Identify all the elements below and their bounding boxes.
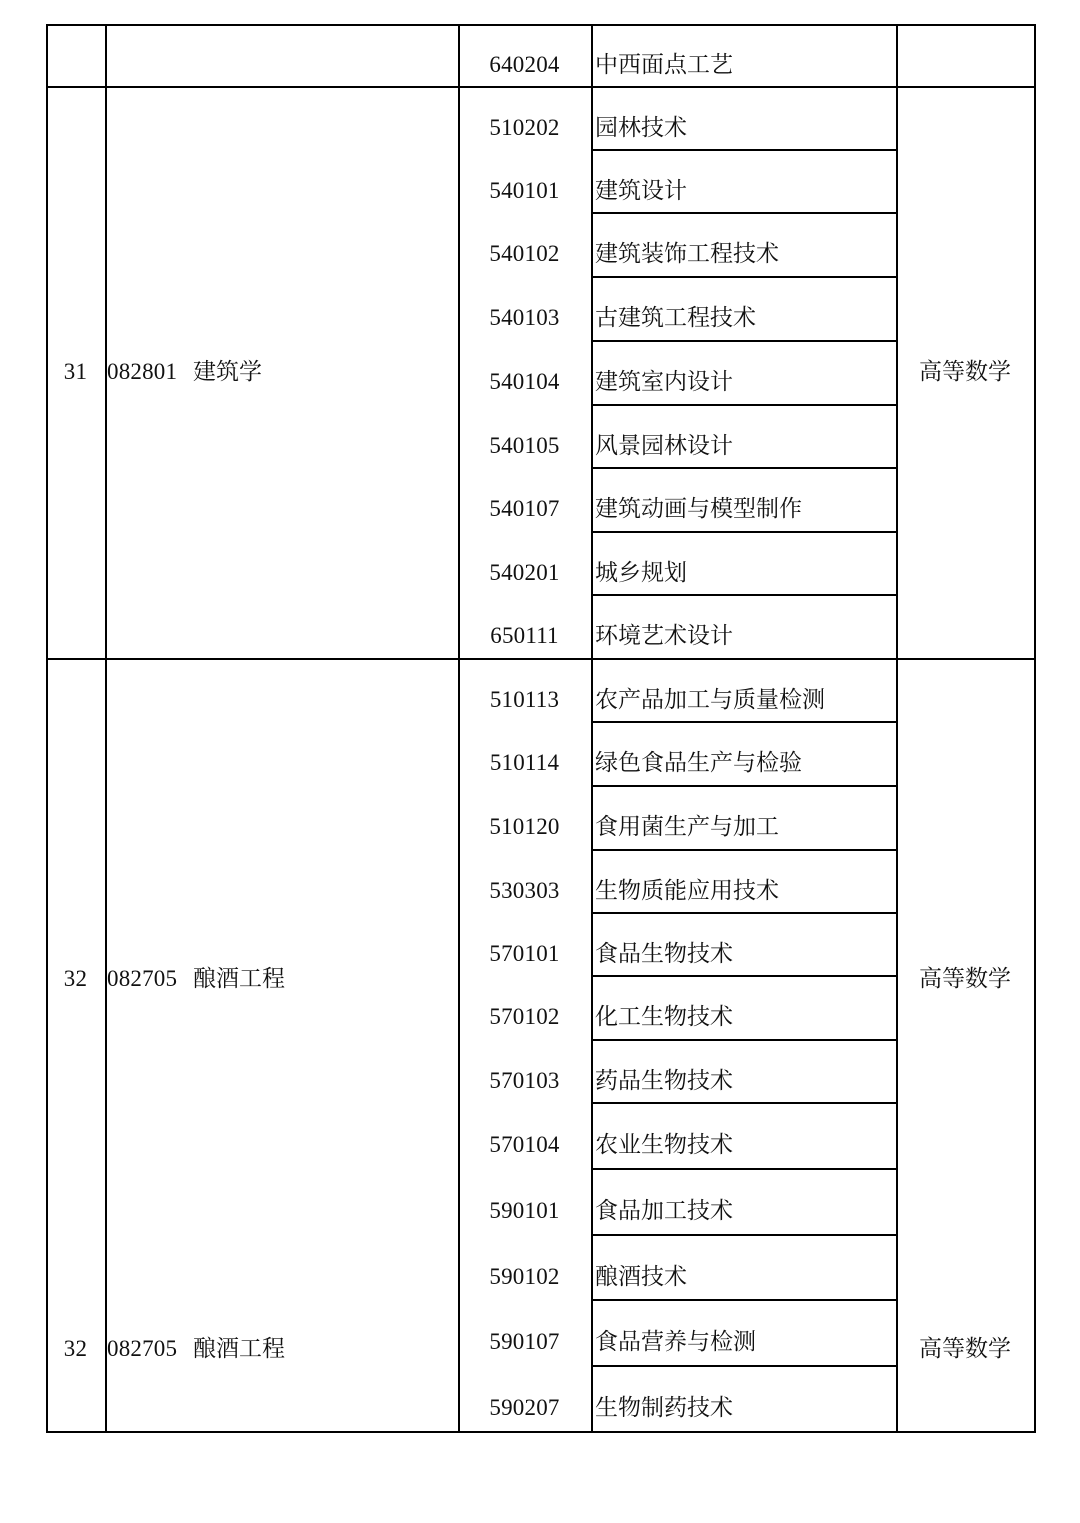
exam-subject: 高等数学 xyxy=(919,965,1011,992)
course-name: 化工生物技术 xyxy=(595,1004,733,1030)
row-rule xyxy=(591,785,898,787)
course-code: 530303 xyxy=(489,877,560,903)
course-name: 食品加工技术 xyxy=(595,1198,733,1224)
course-name: 城乡规划 xyxy=(595,559,687,586)
major-name: 酿酒工程 xyxy=(193,965,285,992)
course-code: 650111 xyxy=(490,623,559,648)
course-name: 建筑室内设计 xyxy=(595,369,733,395)
major-code: 082801 xyxy=(107,359,178,384)
course-name: 古建筑工程技术 xyxy=(595,305,756,331)
course-code: 540102 xyxy=(489,241,560,266)
course-name: 农业生物技术 xyxy=(595,1132,733,1158)
course-code: 510114 xyxy=(489,750,560,775)
major-name: 酿酒工程 xyxy=(193,1336,285,1362)
column-rule xyxy=(896,24,898,1432)
course-code: 570102 xyxy=(489,1004,560,1029)
course-name: 园林技术 xyxy=(595,114,687,141)
course-code: 540201 xyxy=(489,559,560,585)
row-rule xyxy=(591,912,898,914)
seq-number: 32 xyxy=(63,1336,88,1361)
major-name: 建筑学 xyxy=(193,359,262,385)
row-rule xyxy=(591,1039,898,1041)
row-rule xyxy=(591,467,898,469)
row-rule xyxy=(591,1102,898,1104)
course-code: 540104 xyxy=(489,369,560,394)
row-rule xyxy=(591,1299,898,1301)
row-rule xyxy=(591,1234,898,1236)
course-code: 570101 xyxy=(489,940,560,966)
course-code: 540105 xyxy=(489,432,560,458)
course-code: 510202 xyxy=(489,114,560,140)
course-code: 540107 xyxy=(489,496,560,521)
course-name: 风景园林设计 xyxy=(595,432,733,459)
column-rule xyxy=(105,24,107,1432)
course-name: 食用菌生产与加工 xyxy=(595,814,779,840)
row-rule xyxy=(591,404,898,406)
course-name: 食品生物技术 xyxy=(595,940,733,967)
major-code: 082705 xyxy=(107,1336,178,1361)
course-code: 590101 xyxy=(489,1198,560,1223)
course-name: 建筑动画与模型制作 xyxy=(595,496,802,522)
row-rule xyxy=(591,721,898,723)
row-rule xyxy=(46,658,1036,660)
course-code: 590207 xyxy=(489,1395,560,1420)
course-name: 中西面点工艺 xyxy=(595,52,733,78)
major-code: 082705 xyxy=(107,965,178,991)
course-name: 绿色食品生产与检验 xyxy=(595,750,802,776)
course-code: 540101 xyxy=(489,177,560,203)
row-rule xyxy=(591,531,898,533)
row-rule xyxy=(46,86,1036,88)
course-name: 酿酒技术 xyxy=(595,1263,687,1290)
exam-subject: 高等数学 xyxy=(919,1336,1011,1362)
column-rule xyxy=(46,24,48,1432)
row-rule xyxy=(591,1365,898,1367)
seq-number: 31 xyxy=(63,359,88,384)
course-name: 药品生物技术 xyxy=(595,1067,733,1094)
row-rule xyxy=(591,276,898,278)
course-code: 590107 xyxy=(489,1329,560,1354)
column-rule xyxy=(591,24,593,1432)
course-code: 510120 xyxy=(489,814,560,839)
course-name: 生物制药技术 xyxy=(595,1395,733,1421)
course-name: 生物质能应用技术 xyxy=(595,877,779,904)
row-rule xyxy=(591,849,898,851)
row-rule xyxy=(46,1431,1036,1433)
course-code: 640204 xyxy=(489,52,560,77)
exam-subject: 高等数学 xyxy=(919,359,1011,385)
course-name: 食品营养与检测 xyxy=(595,1329,756,1355)
row-rule xyxy=(591,212,898,214)
column-rule xyxy=(1034,24,1036,1432)
course-code: 540103 xyxy=(489,305,560,330)
course-code: 510113 xyxy=(489,686,560,712)
course-name: 农产品加工与质量检测 xyxy=(595,686,825,713)
course-code: 570103 xyxy=(489,1067,560,1093)
course-code: 570104 xyxy=(489,1132,560,1157)
row-rule xyxy=(591,149,898,151)
course-name: 环境艺术设计 xyxy=(595,623,733,649)
row-rule xyxy=(591,594,898,596)
row-rule xyxy=(591,340,898,342)
row-rule xyxy=(46,24,1036,26)
row-rule xyxy=(591,975,898,977)
row-rule xyxy=(591,1168,898,1170)
course-code: 590102 xyxy=(489,1263,560,1289)
seq-number: 32 xyxy=(63,965,88,991)
course-name: 建筑设计 xyxy=(595,177,687,204)
course-name: 建筑装饰工程技术 xyxy=(595,241,779,267)
